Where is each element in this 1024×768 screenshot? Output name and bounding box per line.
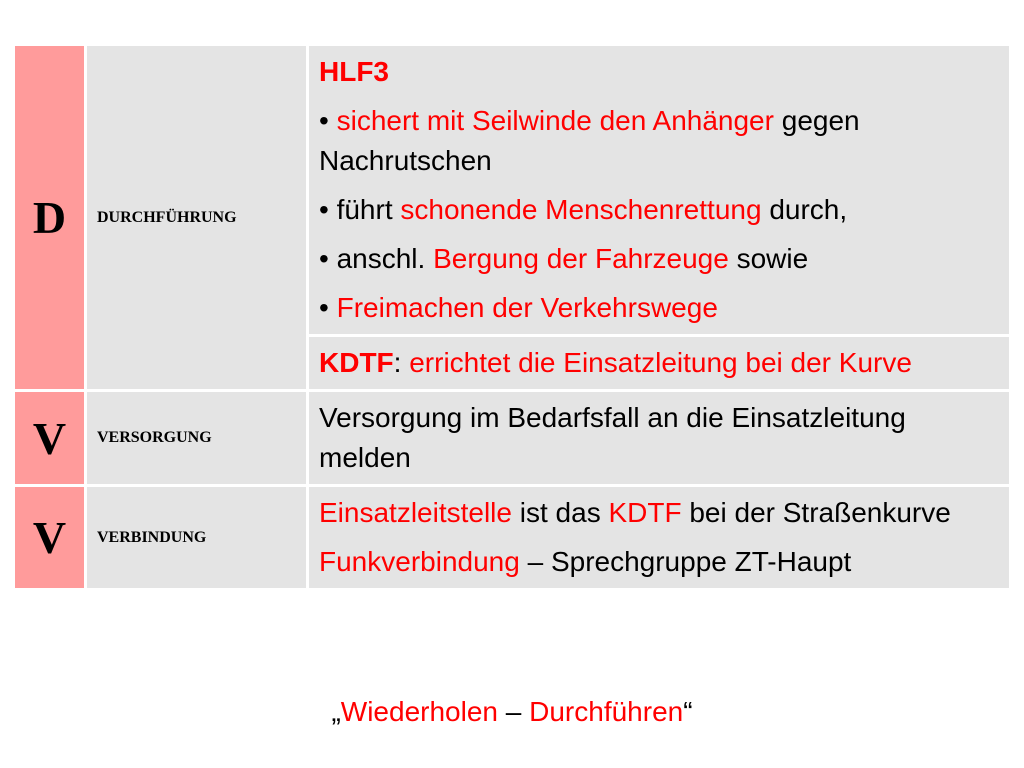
procedure-row — [14, 45, 1011, 336]
content-line — [319, 52, 999, 92]
phase-content — [308, 45, 1011, 336]
content-text: Einsatzleitstelle — [319, 497, 512, 528]
content-text: HLF3 — [319, 56, 389, 87]
content-line — [319, 398, 999, 478]
content-text: Funkverbindung — [319, 546, 520, 577]
content-line — [319, 288, 999, 328]
content-text: errichtet die Einsatzleitung bei der Kurve — [409, 347, 912, 378]
phase-letter: D — [14, 45, 86, 391]
content-text: KDTF — [319, 347, 394, 378]
footer-close-quote: “ — [683, 696, 693, 727]
content-text: Freimachen der Verkehrswege — [336, 292, 718, 323]
content-text: schonende Menschenrettung — [400, 194, 762, 225]
content-line — [319, 542, 999, 582]
footer-open-quote: „ — [331, 696, 341, 727]
content-text: • — [319, 292, 337, 323]
procedure-table-body — [14, 45, 1011, 590]
content-text: ist das — [511, 497, 609, 528]
content-text: sowie — [728, 243, 809, 274]
phase-content — [308, 336, 1011, 391]
content-line — [319, 101, 999, 181]
phase-name: VERBINDUNG — [86, 486, 308, 590]
procedure-row — [14, 391, 1011, 486]
content-text: : — [393, 347, 410, 378]
footer-caption — [0, 696, 1024, 728]
content-text: Versorgung im Bedarfsfall an die Einsatzleitung melden — [319, 402, 906, 473]
content-text: • — [319, 105, 337, 136]
content-text: • führt — [319, 194, 401, 225]
content-text: bei der Straßenkurve — [681, 497, 951, 528]
footer-separator: – — [497, 696, 530, 727]
footer-text-wiederholen: Wiederholen — [340, 696, 498, 727]
phase-content — [308, 486, 1011, 590]
phase-letter: V — [14, 486, 86, 590]
content-text: – Sprechgruppe ZT-Haupt — [519, 546, 852, 577]
content-text: sichert mit Seilwinde den Anhänger — [336, 105, 774, 136]
phase-letter: V — [14, 391, 86, 486]
phase-name: DURCHFÜHRUNG — [86, 45, 308, 391]
procedure-row — [14, 486, 1011, 590]
phase-name: VERSORGUNG — [86, 391, 308, 486]
phase-content — [308, 391, 1011, 486]
content-text: • anschl. — [319, 243, 434, 274]
content-text: Bergung der Fahrzeuge — [433, 243, 729, 274]
content-line — [319, 493, 999, 533]
procedure-table — [12, 43, 1012, 591]
content-text: durch, — [761, 194, 848, 225]
content-text: gegen Nachrutschen — [319, 105, 860, 176]
content-line — [319, 343, 999, 383]
content-text: KDTF — [608, 497, 682, 528]
content-line — [319, 190, 999, 230]
content-line — [319, 239, 999, 279]
footer-text-durchfuehren: Durchführen — [529, 696, 684, 727]
